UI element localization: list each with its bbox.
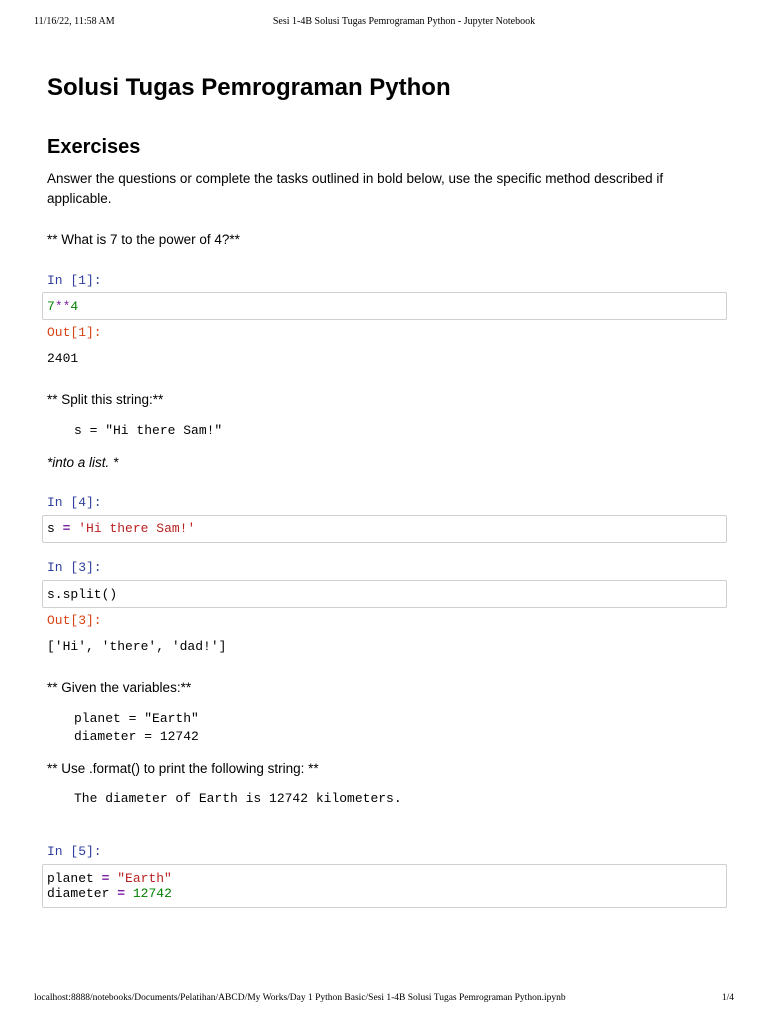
cell-3-output: ['Hi', 'there', 'dad!'] xyxy=(47,639,227,654)
question-2-note: *into a list. * xyxy=(47,455,119,470)
intro-paragraph: Answer the questions or complete the tasks outlined in bold below, use the specific method described if applicable. xyxy=(47,171,664,206)
question-1: ** What is 7 to the power of 4?** xyxy=(47,232,240,247)
cell-5-code-line-1: planet = "Earth" xyxy=(47,871,172,886)
print-datetime: 11/16/22, 11:58 AM xyxy=(34,16,115,27)
section-heading: Exercises xyxy=(47,136,141,158)
question-4-code: The diameter of Earth is 12742 kilometers. xyxy=(74,791,402,806)
cell-4-code: s = 'Hi there Sam!' xyxy=(47,521,196,536)
cell-3-out-prompt: Out[3]: xyxy=(47,613,102,628)
print-page-number: 1/4 xyxy=(721,993,734,1003)
cell-1-input[interactable] xyxy=(42,292,727,320)
question-2: ** Split this string:** xyxy=(47,392,164,407)
cell-5-code-line-2: diameter = 12742 xyxy=(47,886,172,901)
cell-5-in-prompt: In [5]: xyxy=(47,844,102,859)
cell-3-in-prompt: In [3]: xyxy=(47,560,102,575)
print-url: localhost:8888/notebooks/Documents/Pelatihan/ABCD/My Works/Day 1 Python Basic/Sesi 1-4B Solusi Tugas Pemrograman Python.ipynb xyxy=(34,993,566,1003)
question-4: ** Use .format() to print the following string: ** xyxy=(47,761,319,776)
cell-3-code: s.split() xyxy=(47,587,118,602)
cell-1-out-prompt: Out[1]: xyxy=(47,325,102,340)
print-footer xyxy=(34,993,734,1009)
cell-1-in-prompt: In [1]: xyxy=(47,273,102,288)
notebook-title: Solusi Tugas Pemrograman Python xyxy=(47,74,451,101)
cell-4-in-prompt: In [4]: xyxy=(47,495,102,510)
question-3-code-line-2: diameter = 12742 xyxy=(74,729,199,744)
cell-1-code: 7**4 xyxy=(47,299,79,314)
print-page-title: Sesi 1-4B Solusi Tugas Pemrograman Python - Jupyter Notebook xyxy=(272,16,536,27)
question-2-code: s = "Hi there Sam!" xyxy=(74,423,223,438)
cell-3-input[interactable] xyxy=(42,580,727,608)
cell-1-output: 2401 xyxy=(47,351,79,366)
question-3: ** Given the variables:** xyxy=(47,680,192,695)
question-3-code-line-1: planet = "Earth" xyxy=(74,711,199,726)
